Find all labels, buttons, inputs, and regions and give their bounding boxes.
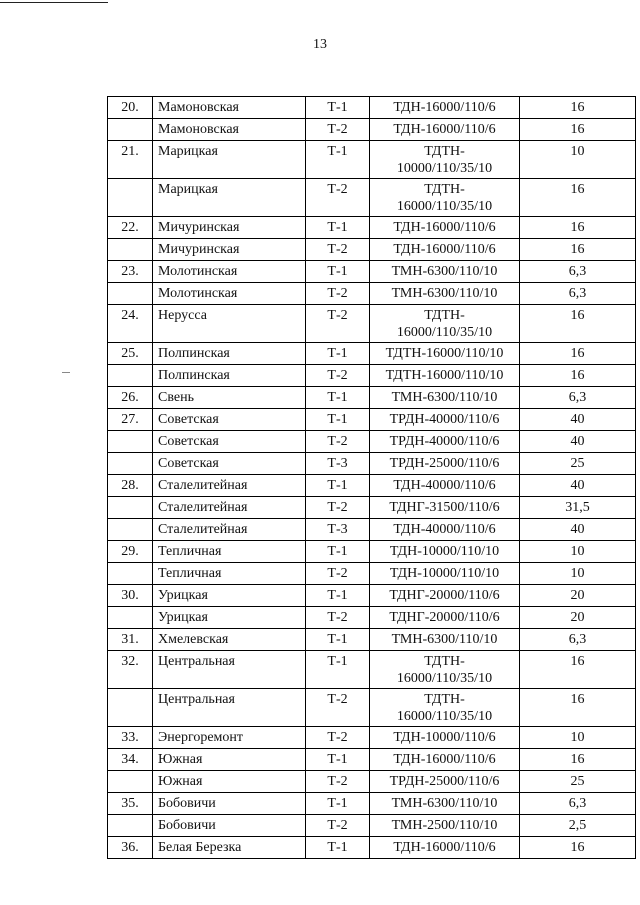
transformer-type-cell: ТДН-10000/110/10 — [370, 563, 520, 585]
transformer-type-cell: ТМН-6300/110/10 — [370, 283, 520, 305]
substation-name-cell: Белая Березка — [153, 837, 306, 859]
transformer-id-cell: Т-1 — [306, 409, 370, 431]
power-mva-cell: 10 — [520, 541, 636, 563]
row-number-cell — [108, 519, 153, 541]
substation-name-cell: Нерусса — [153, 305, 306, 343]
transformer-id-cell: Т-1 — [306, 97, 370, 119]
power-mva-cell: 40 — [520, 475, 636, 497]
substation-name-cell: Мамоновская — [153, 97, 306, 119]
power-mva-cell: 31,5 — [520, 497, 636, 519]
substation-name-cell: Сталелитейная — [153, 497, 306, 519]
transformer-type-cell: ТДТН- 16000/110/35/10 — [370, 305, 520, 343]
power-mva-cell: 40 — [520, 431, 636, 453]
transformer-type-cell: ТДН-16000/110/6 — [370, 97, 520, 119]
substation-name-cell: Бобовичи — [153, 815, 306, 837]
transformer-id-cell: Т-1 — [306, 585, 370, 607]
power-mva-cell: 40 — [520, 519, 636, 541]
table-row — [108, 141, 636, 179]
transformer-type-cell: ТДТН-16000/110/10 — [370, 343, 520, 365]
transformer-id-cell: Т-2 — [306, 607, 370, 629]
power-mva-cell: 20 — [520, 585, 636, 607]
transformer-type-cell: ТРДН-40000/110/6 — [370, 409, 520, 431]
power-mva-cell: 10 — [520, 563, 636, 585]
power-mva-cell: 16 — [520, 343, 636, 365]
transformer-type-cell: ТДН-40000/110/6 — [370, 475, 520, 497]
table-row — [108, 119, 636, 141]
transformer-type-cell: ТМН-6300/110/10 — [370, 387, 520, 409]
power-mva-cell: 16 — [520, 97, 636, 119]
substation-name-cell: Южная — [153, 749, 306, 771]
row-number-cell — [108, 689, 153, 727]
power-mva-cell: 6,3 — [520, 629, 636, 651]
row-number-cell — [108, 431, 153, 453]
table-row — [108, 409, 636, 431]
power-mva-cell: 16 — [520, 239, 636, 261]
substation-name-cell: Южная — [153, 771, 306, 793]
transformer-type-cell: ТДН-16000/110/6 — [370, 217, 520, 239]
power-mva-cell: 16 — [520, 365, 636, 387]
substation-name-cell: Марицкая — [153, 141, 306, 179]
table-body — [108, 97, 636, 859]
transformer-id-cell: Т-2 — [306, 431, 370, 453]
transformer-type-cell: ТДТН- 16000/110/35/10 — [370, 651, 520, 689]
transformer-type-cell: ТДН-10000/110/6 — [370, 727, 520, 749]
substation-name-cell: Молотинская — [153, 261, 306, 283]
substation-name-cell: Мамоновская — [153, 119, 306, 141]
substation-name-cell: Мичуринская — [153, 239, 306, 261]
substation-name-cell: Советская — [153, 409, 306, 431]
transformer-type-cell: ТМН-2500/110/10 — [370, 815, 520, 837]
substation-name-cell: Молотинская — [153, 283, 306, 305]
table-row — [108, 541, 636, 563]
power-mva-cell: 6,3 — [520, 261, 636, 283]
row-number-cell — [108, 607, 153, 629]
table-row — [108, 305, 636, 343]
table-row — [108, 793, 636, 815]
row-number-cell: 30. — [108, 585, 153, 607]
transformer-type-cell: ТДН-40000/110/6 — [370, 519, 520, 541]
transformer-type-cell: ТРДН-25000/110/6 — [370, 453, 520, 475]
row-number-cell: 27. — [108, 409, 153, 431]
table-row — [108, 217, 636, 239]
table-row — [108, 283, 636, 305]
power-mva-cell: 16 — [520, 837, 636, 859]
substation-name-cell: Советская — [153, 431, 306, 453]
row-number-cell — [108, 239, 153, 261]
transformer-id-cell: Т-3 — [306, 453, 370, 475]
table-row — [108, 387, 636, 409]
row-number-cell: 26. — [108, 387, 153, 409]
table-row — [108, 651, 636, 689]
substation-name-cell: Полпинская — [153, 343, 306, 365]
transformer-id-cell: Т-1 — [306, 343, 370, 365]
power-mva-cell: 6,3 — [520, 387, 636, 409]
row-number-cell — [108, 771, 153, 793]
substation-name-cell: Мичуринская — [153, 217, 306, 239]
transformer-id-cell: Т-1 — [306, 217, 370, 239]
substation-name-cell: Центральная — [153, 689, 306, 727]
table-row — [108, 815, 636, 837]
row-number-cell: 33. — [108, 727, 153, 749]
transformer-id-cell: Т-2 — [306, 283, 370, 305]
transformer-id-cell: Т-2 — [306, 689, 370, 727]
table-row — [108, 239, 636, 261]
transformer-id-cell: Т-1 — [306, 793, 370, 815]
row-number-cell — [108, 497, 153, 519]
table-row — [108, 629, 636, 651]
power-mva-cell: 16 — [520, 651, 636, 689]
transformer-id-cell: Т-2 — [306, 119, 370, 141]
substation-name-cell: Энергоремонт — [153, 727, 306, 749]
row-number-cell: 25. — [108, 343, 153, 365]
substation-name-cell: Центральная — [153, 651, 306, 689]
substation-transformer-table — [107, 96, 636, 859]
power-mva-cell: 10 — [520, 727, 636, 749]
table-row — [108, 365, 636, 387]
transformer-id-cell: Т-2 — [306, 563, 370, 585]
substation-name-cell: Тепличная — [153, 563, 306, 585]
transformer-type-cell: ТМН-6300/110/10 — [370, 629, 520, 651]
row-number-cell: 32. — [108, 651, 153, 689]
substation-name-cell: Бобовичи — [153, 793, 306, 815]
transformer-id-cell: Т-2 — [306, 365, 370, 387]
row-number-cell: 35. — [108, 793, 153, 815]
transformer-type-cell: ТДН-10000/110/10 — [370, 541, 520, 563]
transformer-type-cell: ТМН-6300/110/10 — [370, 261, 520, 283]
transformer-id-cell: Т-3 — [306, 519, 370, 541]
power-mva-cell: 6,3 — [520, 793, 636, 815]
power-mva-cell: 16 — [520, 119, 636, 141]
power-mva-cell: 16 — [520, 305, 636, 343]
top-rule — [0, 2, 108, 3]
transformer-id-cell: Т-2 — [306, 815, 370, 837]
row-number-cell: 22. — [108, 217, 153, 239]
substation-name-cell: Урицкая — [153, 585, 306, 607]
table-row — [108, 497, 636, 519]
power-mva-cell: 16 — [520, 689, 636, 727]
substation-name-cell: Марицкая — [153, 179, 306, 217]
row-number-cell: 31. — [108, 629, 153, 651]
transformer-id-cell: Т-1 — [306, 629, 370, 651]
row-number-cell: 23. — [108, 261, 153, 283]
power-mva-cell: 10 — [520, 141, 636, 179]
transformer-type-cell: ТМН-6300/110/10 — [370, 793, 520, 815]
row-number-cell — [108, 119, 153, 141]
power-mva-cell: 16 — [520, 749, 636, 771]
transformer-type-cell: ТРДН-40000/110/6 — [370, 431, 520, 453]
row-number-cell — [108, 815, 153, 837]
page-number: 13 — [313, 37, 327, 52]
transformer-id-cell: Т-2 — [306, 239, 370, 261]
substation-name-cell: Хмелевская — [153, 629, 306, 651]
transformer-id-cell: Т-1 — [306, 387, 370, 409]
table-row — [108, 431, 636, 453]
table-row — [108, 261, 636, 283]
substation-name-cell: Полпинская — [153, 365, 306, 387]
row-number-cell: 36. — [108, 837, 153, 859]
row-number-cell: 24. — [108, 305, 153, 343]
row-number-cell — [108, 453, 153, 475]
transformer-id-cell: Т-1 — [306, 837, 370, 859]
transformer-type-cell: ТДНГ-20000/110/6 — [370, 607, 520, 629]
row-number-cell: 20. — [108, 97, 153, 119]
table-row — [108, 727, 636, 749]
margin-mark — [62, 372, 70, 373]
power-mva-cell: 6,3 — [520, 283, 636, 305]
transformer-id-cell: Т-2 — [306, 727, 370, 749]
transformer-type-cell: ТДНГ-31500/110/6 — [370, 497, 520, 519]
row-number-cell: 29. — [108, 541, 153, 563]
transformer-id-cell: Т-1 — [306, 749, 370, 771]
transformer-id-cell: Т-1 — [306, 261, 370, 283]
table-row — [108, 519, 636, 541]
table-row — [108, 563, 636, 585]
row-number-cell: 28. — [108, 475, 153, 497]
substation-name-cell: Сталелитейная — [153, 475, 306, 497]
power-mva-cell: 2,5 — [520, 815, 636, 837]
transformer-id-cell: Т-2 — [306, 179, 370, 217]
transformer-type-cell: ТРДН-25000/110/6 — [370, 771, 520, 793]
power-mva-cell: 20 — [520, 607, 636, 629]
row-number-cell: 34. — [108, 749, 153, 771]
table-row — [108, 749, 636, 771]
substation-name-cell: Сталелитейная — [153, 519, 306, 541]
transformer-id-cell: Т-2 — [306, 305, 370, 343]
power-mva-cell: 16 — [520, 179, 636, 217]
substation-name-cell: Свень — [153, 387, 306, 409]
table-row — [108, 585, 636, 607]
transformer-id-cell: Т-1 — [306, 651, 370, 689]
table-row — [108, 475, 636, 497]
power-mva-cell: 25 — [520, 771, 636, 793]
row-number-cell — [108, 283, 153, 305]
power-mva-cell: 40 — [520, 409, 636, 431]
table-row — [108, 837, 636, 859]
table-row — [108, 607, 636, 629]
row-number-cell — [108, 563, 153, 585]
transformer-type-cell: ТДН-16000/110/6 — [370, 239, 520, 261]
power-mva-cell: 16 — [520, 217, 636, 239]
transformer-type-cell: ТДН-16000/110/6 — [370, 119, 520, 141]
table-row — [108, 343, 636, 365]
transformer-type-cell: ТДТН- 16000/110/35/10 — [370, 179, 520, 217]
transformer-id-cell: Т-1 — [306, 475, 370, 497]
substation-name-cell: Тепличная — [153, 541, 306, 563]
transformer-type-cell: ТДТН- 10000/110/35/10 — [370, 141, 520, 179]
substation-name-cell: Советская — [153, 453, 306, 475]
table-row — [108, 771, 636, 793]
table-row — [108, 689, 636, 727]
row-number-cell — [108, 365, 153, 387]
transformer-id-cell: Т-2 — [306, 771, 370, 793]
table-row — [108, 453, 636, 475]
transformer-type-cell: ТДН-16000/110/6 — [370, 749, 520, 771]
transformer-id-cell: Т-2 — [306, 497, 370, 519]
transformer-type-cell: ТДН-16000/110/6 — [370, 837, 520, 859]
power-mva-cell: 25 — [520, 453, 636, 475]
row-number-cell: 21. — [108, 141, 153, 179]
transformer-type-cell: ТДТН- 16000/110/35/10 — [370, 689, 520, 727]
transformer-type-cell: ТДНГ-20000/110/6 — [370, 585, 520, 607]
transformer-id-cell: Т-1 — [306, 541, 370, 563]
substation-name-cell: Урицкая — [153, 607, 306, 629]
row-number-cell — [108, 179, 153, 217]
table-row — [108, 179, 636, 217]
transformer-id-cell: Т-1 — [306, 141, 370, 179]
transformer-type-cell: ТДТН-16000/110/10 — [370, 365, 520, 387]
table-row — [108, 97, 636, 119]
